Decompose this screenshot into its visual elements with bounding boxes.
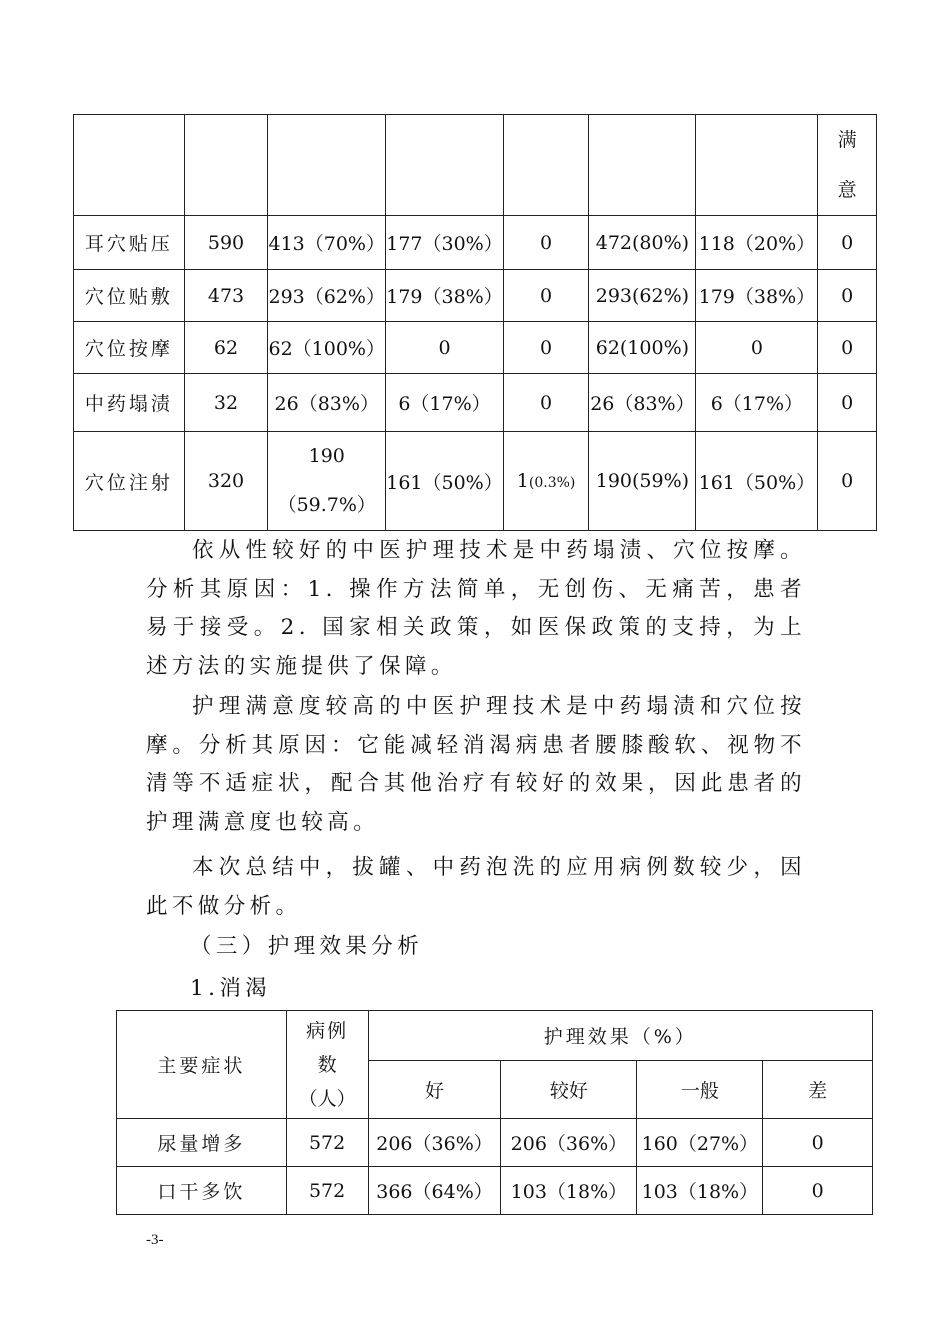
table-cell: 177（30%） <box>386 216 504 270</box>
case-count: 572 <box>286 1119 368 1167</box>
header-level: 一般 <box>637 1061 763 1119</box>
header-symptom: 主要症状 <box>117 1011 287 1119</box>
header-cases <box>286 1011 368 1119</box>
table-cell: 118（20%） <box>696 216 818 270</box>
cell-line: 190 <box>308 445 345 467</box>
table-cell <box>589 115 696 216</box>
technique-name: 穴位贴敷 <box>74 270 185 322</box>
table-cell <box>503 432 589 531</box>
table-row <box>74 322 877 374</box>
table-cell: 0 <box>386 322 504 374</box>
case-count: 62 <box>184 322 268 374</box>
header-char: 满 <box>837 129 857 151</box>
table-header-row <box>74 115 877 216</box>
table-row <box>117 1167 873 1215</box>
technique-name: 耳穴贴压 <box>74 216 185 270</box>
case-count: 572 <box>286 1167 368 1215</box>
table-cell: 6（17%） <box>386 374 504 432</box>
header-effect: 护理效果（%） <box>368 1011 872 1061</box>
table-cell: 62（100%） <box>268 322 386 374</box>
header-level: 差 <box>763 1061 873 1119</box>
table-cell <box>184 115 268 216</box>
table-cell: 366（64%） <box>368 1167 501 1215</box>
table-cell: 6（17%） <box>696 374 818 432</box>
table-cell <box>386 115 504 216</box>
paragraph-satisfaction: 护理满意度较高的中医护理技术是中药塌渍和穴位按摩。分析其原因：它能减轻消渴病患者腰膝酸软、视物不清等不适症状，配合其他治疗有较好的效果，因此患者的护理满意度也较高。 <box>146 694 806 835</box>
table-cell: 103（18%） <box>501 1167 637 1215</box>
table-cell <box>503 115 589 216</box>
subsection-heading: 1.消渴 <box>190 976 272 1001</box>
nursing-effect-table <box>116 1010 873 1215</box>
table-cell: 103（18%） <box>637 1167 763 1215</box>
table-header-row <box>117 1011 873 1061</box>
header-line: 病例 <box>306 1019 349 1042</box>
case-count: 320 <box>184 432 268 531</box>
table-cell: 0 <box>818 216 877 270</box>
technique-name: 穴位注射 <box>74 432 185 531</box>
table-cell: 206（36%） <box>501 1119 637 1167</box>
table-cell: 26（83%） <box>589 374 696 432</box>
table-cell: 160（27%） <box>637 1119 763 1167</box>
table-cell: 472(80%) <box>589 216 696 270</box>
table-cell <box>268 432 386 531</box>
table-cell: 161（50%） <box>696 432 818 531</box>
table-cell <box>74 115 185 216</box>
technique-compliance-table <box>73 114 877 531</box>
table-row <box>74 216 877 270</box>
table-cell: 0 <box>696 322 818 374</box>
table-cell: 293（62%） <box>268 270 386 322</box>
case-count: 590 <box>184 216 268 270</box>
table-cell: 179（38%） <box>696 270 818 322</box>
page-number: -3- <box>146 1232 164 1248</box>
header-level: 好 <box>368 1061 501 1119</box>
header-char: 意 <box>837 179 857 201</box>
case-count: 473 <box>184 270 268 322</box>
table-cell <box>268 115 386 216</box>
table-cell: 62(100%) <box>589 322 696 374</box>
cell-line: （59.7%） <box>277 494 376 516</box>
header-satisfaction-cell <box>818 115 877 216</box>
table-cell: 0 <box>818 270 877 322</box>
table-row <box>74 270 877 322</box>
table-cell: 0 <box>503 216 589 270</box>
header-line: 数 <box>317 1053 337 1076</box>
section-heading: （三）护理效果分析 <box>190 934 424 959</box>
table-cell: 190(59%) <box>589 432 696 531</box>
table-cell: 161（50%） <box>386 432 504 531</box>
symptom-name: 尿量增多 <box>117 1119 287 1167</box>
table-cell: 413（70%） <box>268 216 386 270</box>
table-row <box>74 432 877 531</box>
technique-name: 穴位按摩 <box>74 322 185 374</box>
table-cell: 0 <box>818 432 877 531</box>
header-line: （人） <box>298 1087 356 1110</box>
symptom-name: 口干多饮 <box>117 1167 287 1215</box>
table-cell: 179（38%） <box>386 270 504 322</box>
table-cell: 0 <box>503 270 589 322</box>
case-count: 32 <box>184 374 268 432</box>
table-cell: 0 <box>503 322 589 374</box>
cell-percent: (0.3%) <box>528 475 576 491</box>
cell-main: 1 <box>516 470 529 492</box>
table-cell: 0 <box>818 374 877 432</box>
table-cell: 0 <box>763 1119 873 1167</box>
table-cell: 293(62%) <box>589 270 696 322</box>
table-cell: 206（36%） <box>368 1119 501 1167</box>
paragraph-compliance: 依从性较好的中医护理技术是中药塌渍、穴位按摩。分析其原因：1. 操作方法简单，无创伤、无痛苦，患者易于接受。2. 国家相关政策，如医保政策的支持，为上述方法的实施提供了保障。 <box>146 538 806 679</box>
table-cell: 26（83%） <box>268 374 386 432</box>
table-cell <box>696 115 818 216</box>
table-row <box>117 1119 873 1167</box>
paragraph-note: 本次总结中，拔罐、中药泡洗的应用病例数较少，因此不做分析。 <box>146 855 806 919</box>
header-level: 较好 <box>501 1061 637 1119</box>
technique-name: 中药塌渍 <box>74 374 185 432</box>
table-row <box>74 374 877 432</box>
table-cell: 0 <box>503 374 589 432</box>
table-cell: 0 <box>763 1167 873 1215</box>
table-cell: 0 <box>818 322 877 374</box>
